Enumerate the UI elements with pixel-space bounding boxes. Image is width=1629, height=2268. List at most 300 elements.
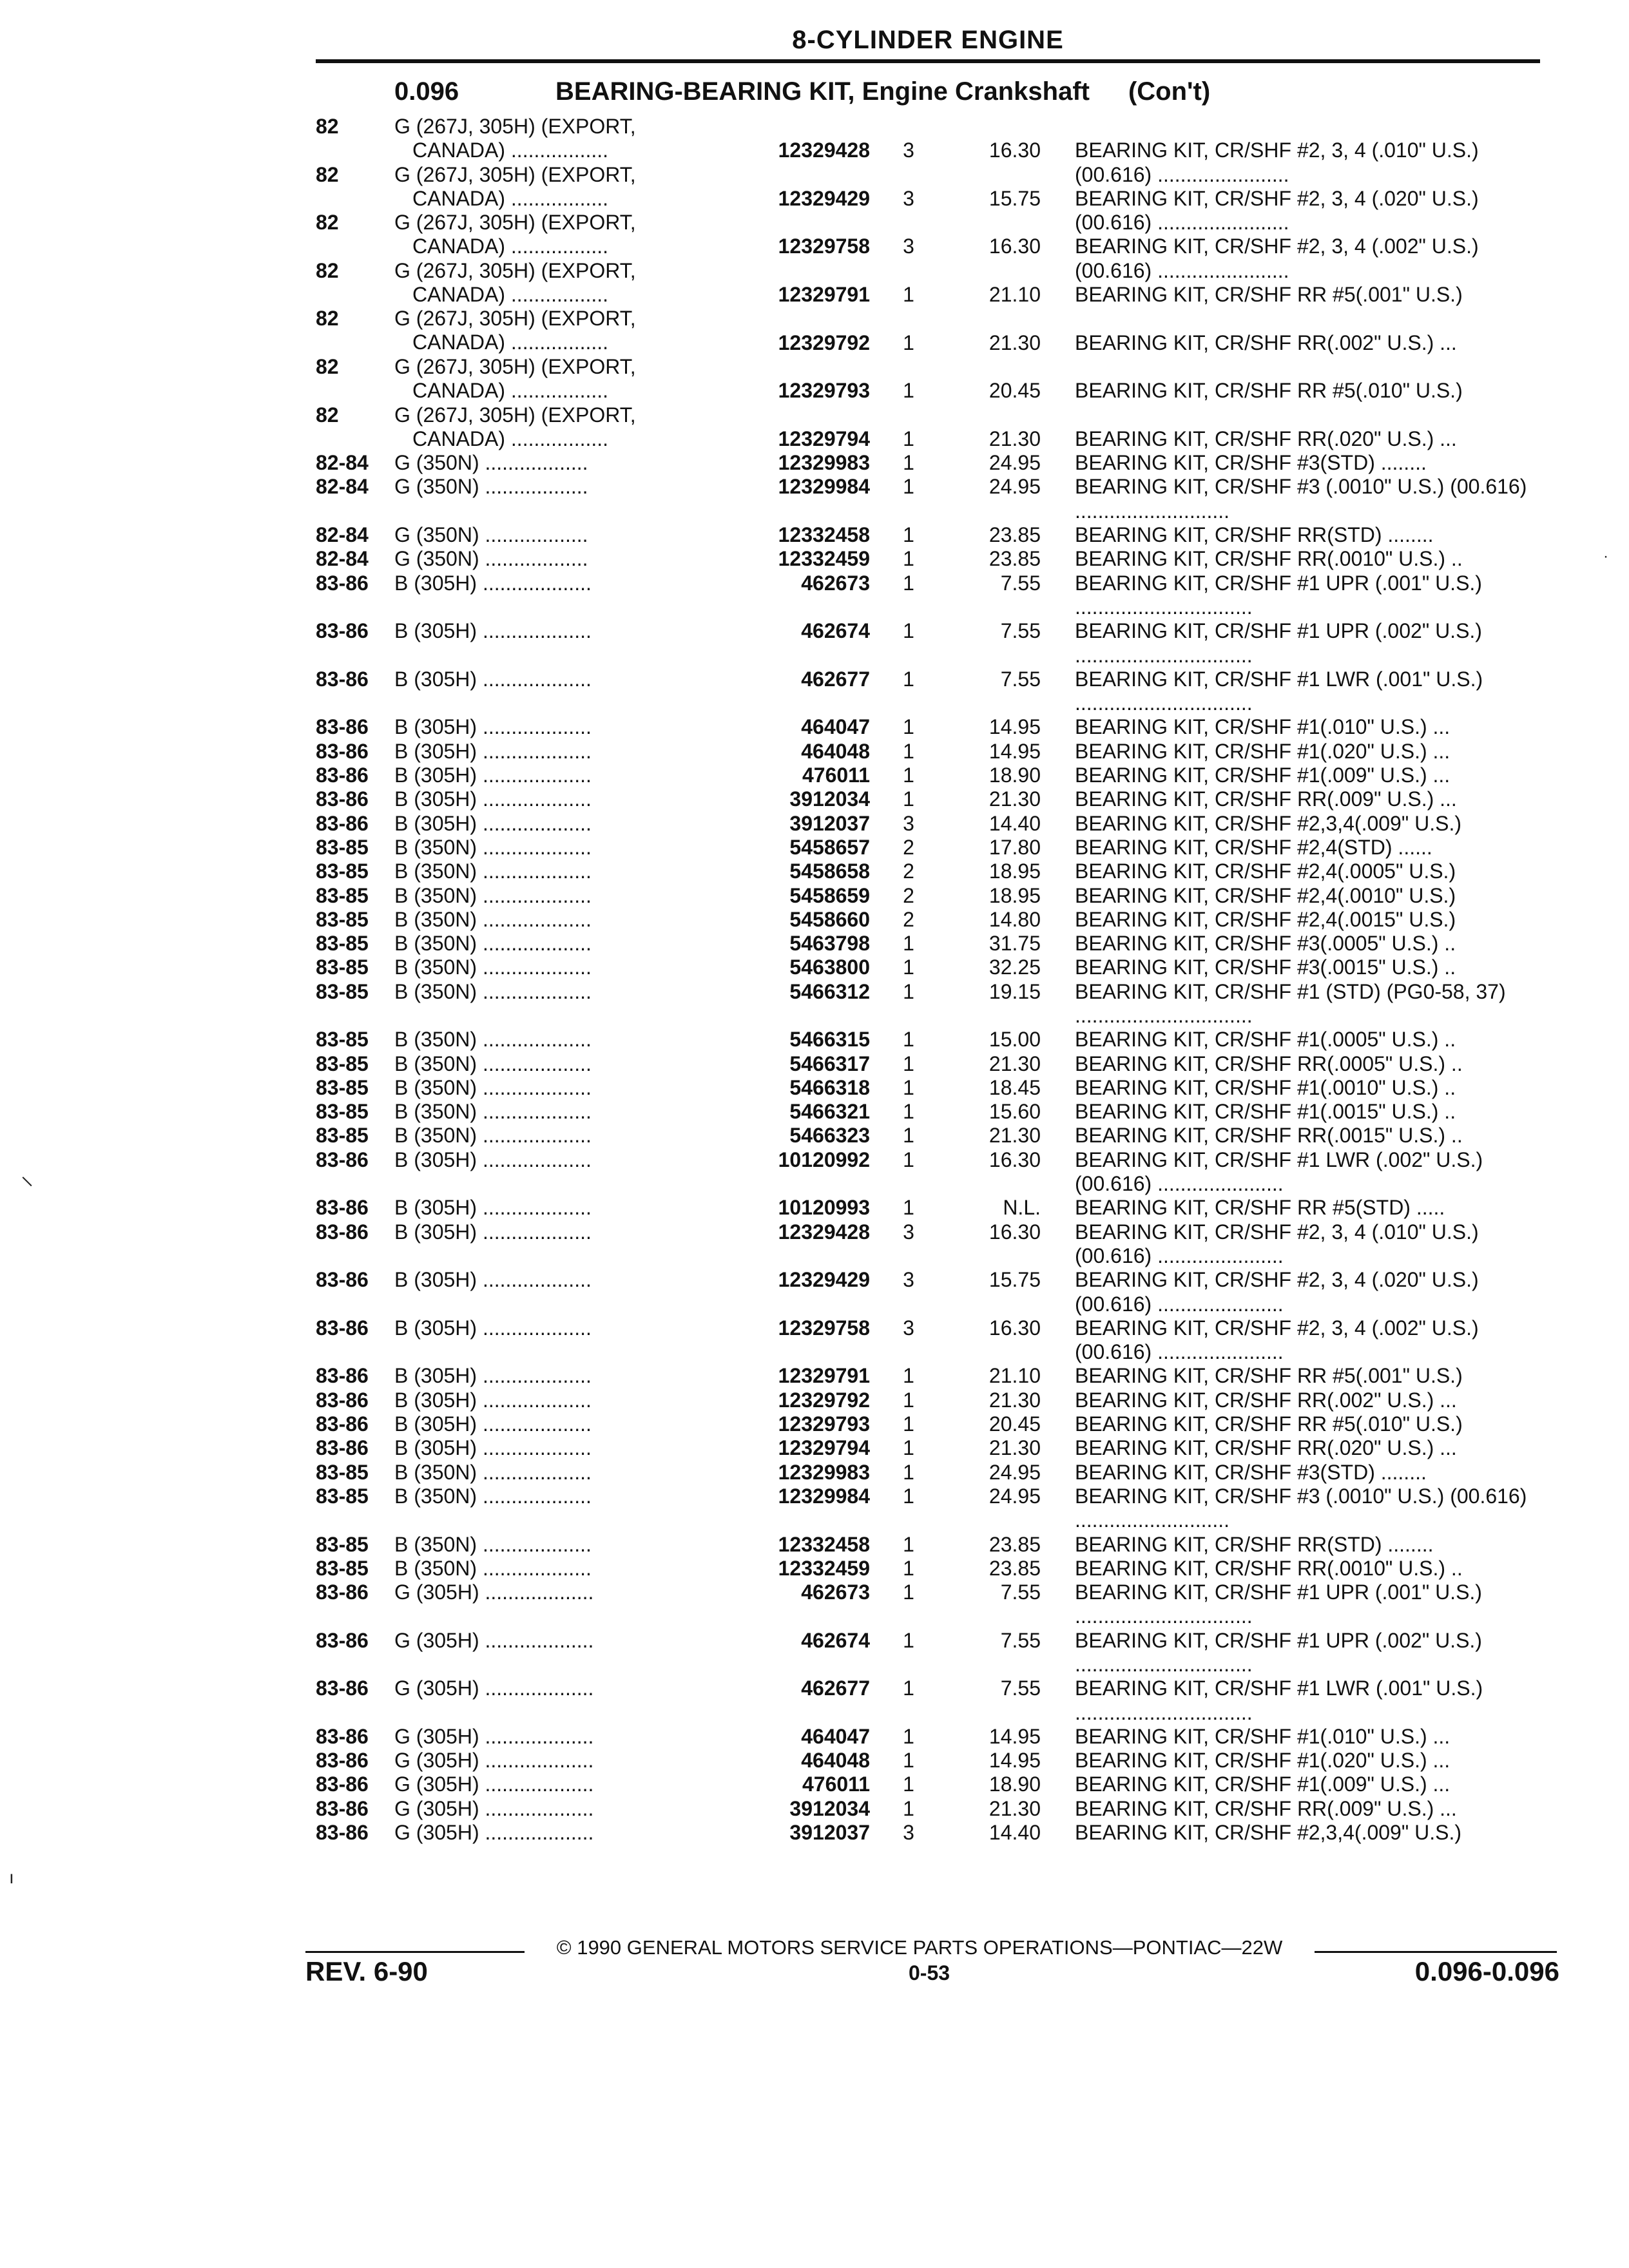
price: 16.30 <box>988 139 1041 162</box>
price: 18.45 <box>988 1075 1041 1099</box>
year-range: 83-85 <box>316 1100 369 1124</box>
price: 24.95 <box>988 475 1041 499</box>
year-range: 83-85 <box>316 860 369 883</box>
quantity: 1 <box>903 1484 914 1508</box>
model-engine <box>394 211 742 258</box>
price: 16.30 <box>988 1148 1041 1171</box>
price: 18.95 <box>988 860 1041 883</box>
quantity: 1 <box>903 715 914 739</box>
model-line: B (305H) ................... <box>394 1268 592 1292</box>
model-line: G (305H) ................... <box>394 1773 594 1796</box>
model-line: B (305H) ................... <box>394 1220 592 1244</box>
table-row <box>0 715 1629 739</box>
model-line: B (350N) ................... <box>394 1075 592 1099</box>
scan-speck: · <box>1603 548 1608 565</box>
part-number: 464047 <box>801 1724 870 1748</box>
year-range: 83-85 <box>316 979 369 1003</box>
model-engine <box>394 1821 742 1845</box>
model-engine <box>394 1725 742 1749</box>
part-number: 5463798 <box>789 932 870 956</box>
year-range: 83-85 <box>316 1075 369 1099</box>
part-number: 12329794 <box>778 427 870 450</box>
part-number: 476011 <box>802 1773 870 1796</box>
section-number: 0.096 <box>394 77 459 106</box>
model-line: G (305H) ................... <box>394 1628 594 1652</box>
model-line: B (350N) ................... <box>394 1028 592 1052</box>
quantity: 1 <box>903 1532 914 1556</box>
year-range: 83-86 <box>316 1773 369 1796</box>
price: 23.85 <box>988 523 1041 547</box>
part-description: BEARING KIT, CR/SHF #1 UPR (.002" U.S.) ............................... <box>1075 1628 1482 1676</box>
part-description: BEARING KIT, CR/SHF #2, 3, 4 (.010" U.S.) (00.616) ....................... <box>1075 139 1479 186</box>
price: 21.30 <box>988 331 1041 354</box>
price: 14.95 <box>988 1724 1041 1748</box>
price: 14.95 <box>988 715 1041 739</box>
model-engine <box>394 715 742 739</box>
part-number: 462673 <box>801 1581 870 1604</box>
model-engine <box>394 1581 742 1604</box>
table-row <box>0 932 1629 956</box>
quantity: 1 <box>903 451 914 475</box>
price: 20.45 <box>988 379 1041 403</box>
part-number: 12329793 <box>778 379 870 403</box>
model-line: B (305H) ................... <box>394 715 592 739</box>
model-engine <box>394 403 742 451</box>
part-number: 12329429 <box>778 1268 870 1292</box>
part-number: 12329983 <box>778 451 870 475</box>
part-number: 12329984 <box>778 1484 870 1508</box>
price: 21.30 <box>988 427 1041 450</box>
year-range: 82 <box>316 307 339 331</box>
quantity: 1 <box>903 1749 914 1773</box>
table-row <box>0 908 1629 932</box>
table-row <box>0 1076 1629 1100</box>
price: 7.55 <box>1000 1677 1041 1700</box>
model-engine <box>394 812 742 836</box>
price: 20.45 <box>988 1412 1041 1436</box>
model-line: B (350N) ................... <box>394 1556 592 1580</box>
price: 31.75 <box>988 932 1041 956</box>
price: 21.10 <box>988 283 1041 307</box>
model-engine <box>394 1461 742 1485</box>
model-engine <box>394 163 742 211</box>
model-engine <box>394 451 742 475</box>
model-line-continued: CANADA) ................. <box>412 331 609 354</box>
section-continued: (Con't) <box>1128 77 1211 106</box>
price: 15.75 <box>988 1268 1041 1292</box>
footer-rule-left <box>305 1951 525 1953</box>
part-number: 464047 <box>801 715 870 739</box>
year-range: 83-86 <box>316 1724 369 1748</box>
quantity: 1 <box>903 1148 914 1171</box>
year-range: 83-86 <box>316 1821 369 1845</box>
model-engine <box>394 1364 742 1388</box>
part-description: BEARING KIT, CR/SHF #2, 3, 4 (.020" U.S.) (00.616) ....................... <box>1075 186 1479 235</box>
model-line: B (350N) ................... <box>394 1100 592 1124</box>
year-range: 83-85 <box>316 835 369 859</box>
quantity: 1 <box>903 1075 914 1099</box>
part-number: 12332458 <box>778 1532 870 1556</box>
part-description: BEARING KIT, CR/SHF RR #5(.001" U.S.) <box>1075 283 1463 307</box>
table-row <box>0 1436 1629 1460</box>
part-description: BEARING KIT, CR/SHF #2, 3, 4 (.002" U.S.) (00.616) ...................... <box>1075 1316 1479 1364</box>
part-description: BEARING KIT, CR/SHF #2,3,4(.009" U.S.) <box>1075 811 1461 835</box>
model-line: B (305H) ................... <box>394 739 592 763</box>
part-description: BEARING KIT, CR/SHF #3 (.0010" U.S.) (00.616) ........................... <box>1075 1484 1527 1532</box>
model-engine <box>394 1148 742 1172</box>
page-number: 0-53 <box>909 1961 950 1984</box>
model-engine <box>394 523 742 547</box>
quantity: 1 <box>903 1028 914 1052</box>
part-description: BEARING KIT, CR/SHF #1(.010" U.S.) ... <box>1075 715 1451 739</box>
table-row <box>0 764 1629 787</box>
part-number: 10120992 <box>778 1148 870 1171</box>
part-description: BEARING KIT, CR/SHF RR(STD) ........ <box>1075 523 1434 547</box>
header-rule <box>316 59 1540 63</box>
year-range: 83-86 <box>316 1749 369 1773</box>
quantity: 1 <box>903 956 914 979</box>
model-line: B (305H) ................... <box>394 1436 592 1460</box>
part-description: BEARING KIT, CR/SHF #2,4(.0005" U.S.) <box>1075 860 1456 883</box>
part-number: 12329428 <box>778 139 870 162</box>
year-range: 83-86 <box>316 1796 369 1820</box>
model-engine <box>394 355 742 403</box>
quantity: 1 <box>903 1412 914 1436</box>
year-range: 83-85 <box>316 1052 369 1075</box>
table-row <box>0 1100 1629 1124</box>
part-number: 5463800 <box>789 956 870 979</box>
model-line: G (305H) ................... <box>394 1796 594 1820</box>
quantity: 1 <box>903 1724 914 1748</box>
part-description: BEARING KIT, CR/SHF #1(.010" U.S.) ... <box>1075 1724 1451 1748</box>
table-row <box>0 787 1629 811</box>
part-number: 12329429 <box>778 186 870 210</box>
model-line: B (350N) ................... <box>394 860 592 883</box>
table-row <box>0 547 1629 571</box>
price: 21.30 <box>988 1796 1041 1820</box>
model-engine <box>394 1412 742 1436</box>
model-line: B (350N) ................... <box>394 1124 592 1148</box>
model-line: G (267J, 305H) (EXPORT, <box>394 258 636 282</box>
price: 16.30 <box>988 1220 1041 1244</box>
price: 15.75 <box>988 186 1041 210</box>
price: 21.30 <box>988 1052 1041 1075</box>
quantity: 1 <box>903 331 914 354</box>
model-engine <box>394 764 742 787</box>
model-line: B (305H) ................... <box>394 811 592 835</box>
price: 16.30 <box>988 235 1041 258</box>
part-description: BEARING KIT, CR/SHF #2,3,4(.009" U.S.) <box>1075 1821 1461 1845</box>
table-row <box>0 1412 1629 1436</box>
part-description: BEARING KIT, CR/SHF RR(.0010" U.S.) .. <box>1075 1556 1463 1580</box>
price: 14.95 <box>988 739 1041 763</box>
model-line: B (305H) ................... <box>394 571 592 595</box>
model-engine <box>394 1220 742 1244</box>
model-line: B (305H) ................... <box>394 1316 592 1340</box>
model-line: B (305H) ................... <box>394 1364 592 1388</box>
quantity: 2 <box>903 907 914 931</box>
table-row <box>0 1533 1629 1557</box>
table-row <box>0 1581 1629 1629</box>
quantity: 3 <box>903 139 914 162</box>
quantity: 1 <box>903 1124 914 1148</box>
quantity: 1 <box>903 1677 914 1700</box>
model-line: G (267J, 305H) (EXPORT, <box>394 307 636 331</box>
model-engine <box>394 980 742 1004</box>
table-row <box>0 307 1629 355</box>
model-engine <box>394 1124 742 1148</box>
part-description: BEARING KIT, CR/SHF RR(.002" U.S.) ... <box>1075 1388 1457 1412</box>
year-range: 83-86 <box>316 1268 369 1292</box>
part-description: BEARING KIT, CR/SHF #2, 3, 4 (.010" U.S.) (00.616) ...................... <box>1075 1220 1479 1267</box>
model-engine <box>394 1773 742 1796</box>
model-line: G (267J, 305H) (EXPORT, <box>394 162 636 186</box>
part-description: BEARING KIT, CR/SHF #1(.009" U.S.) ... <box>1075 1773 1451 1796</box>
model-engine <box>394 956 742 979</box>
table-row <box>0 1749 1629 1773</box>
quantity: 1 <box>903 1773 914 1796</box>
price: 7.55 <box>1000 667 1041 691</box>
table-row <box>0 1485 1629 1533</box>
quantity: 3 <box>903 1268 914 1292</box>
part-description: BEARING KIT, CR/SHF #3(STD) ........ <box>1075 1460 1427 1484</box>
part-description: BEARING KIT, CR/SHF RR(.009" U.S.) ... <box>1075 787 1457 811</box>
table-row <box>0 451 1629 475</box>
price: 7.55 <box>1000 1581 1041 1604</box>
price: 19.15 <box>988 979 1041 1003</box>
table-row <box>0 355 1629 403</box>
price: 7.55 <box>1000 1628 1041 1652</box>
table-row <box>0 619 1629 668</box>
year-range: 83-86 <box>316 715 369 739</box>
model-line: B (350N) ................... <box>394 1532 592 1556</box>
quantity: 1 <box>903 283 914 307</box>
quantity: 1 <box>903 932 914 956</box>
part-description: BEARING KIT, CR/SHF #2,4(.0010" U.S.) <box>1075 883 1456 907</box>
quantity: 1 <box>903 1196 914 1220</box>
year-range: 83-86 <box>316 739 369 763</box>
model-engine <box>394 1052 742 1076</box>
price: N.L. <box>1003 1196 1041 1220</box>
part-number: 5458659 <box>789 883 870 907</box>
year-range: 83-86 <box>316 1436 369 1460</box>
price: 23.85 <box>988 1556 1041 1580</box>
model-line-continued: CANADA) ................. <box>412 186 609 210</box>
model-engine <box>394 1076 742 1100</box>
price: 21.10 <box>988 1364 1041 1388</box>
quantity: 3 <box>903 1316 914 1340</box>
model-engine <box>394 259 742 307</box>
part-number: 462674 <box>801 619 870 643</box>
model-line: B (350N) ................... <box>394 835 592 859</box>
model-engine <box>394 1677 742 1700</box>
year-range: 83-86 <box>316 811 369 835</box>
year-range: 82 <box>316 162 339 186</box>
model-engine <box>394 1557 742 1581</box>
quantity: 1 <box>903 547 914 571</box>
quantity: 1 <box>903 979 914 1003</box>
model-line: B (350N) ................... <box>394 1484 592 1508</box>
model-engine <box>394 1196 742 1220</box>
model-line: G (267J, 305H) (EXPORT, <box>394 354 636 378</box>
table-row <box>0 1148 1629 1196</box>
price: 21.30 <box>988 1436 1041 1460</box>
model-line: G (305H) ................... <box>394 1821 594 1845</box>
table-row <box>0 475 1629 523</box>
table-row <box>0 740 1629 764</box>
table-row <box>0 1316 1629 1365</box>
table-row <box>0 812 1629 836</box>
table-row <box>0 1797 1629 1821</box>
table-row <box>0 668 1629 716</box>
part-number: 12329792 <box>778 1388 870 1412</box>
price: 7.55 <box>1000 571 1041 595</box>
price: 24.95 <box>988 1484 1041 1508</box>
part-number: 476011 <box>802 764 870 787</box>
model-line: B (350N) ................... <box>394 883 592 907</box>
year-range: 83-86 <box>316 1628 369 1652</box>
part-description: BEARING KIT, CR/SHF #2,4(.0015" U.S.) <box>1075 907 1456 931</box>
part-description: BEARING KIT, CR/SHF #1 UPR (.002" U.S.) ............................... <box>1075 619 1482 667</box>
price: 15.00 <box>988 1028 1041 1052</box>
footer-rule-right <box>1315 1951 1557 1953</box>
part-number: 462677 <box>801 1677 870 1700</box>
table-row <box>0 836 1629 860</box>
price: 14.80 <box>988 907 1041 931</box>
model-line: B (350N) ................... <box>394 932 592 956</box>
table-row <box>0 1677 1629 1725</box>
part-number: 12329758 <box>778 235 870 258</box>
price: 17.80 <box>988 835 1041 859</box>
model-line: G (267J, 305H) (EXPORT, <box>394 115 636 138</box>
part-description: BEARING KIT, CR/SHF #1 UPR (.001" U.S.) ............................... <box>1075 1581 1482 1628</box>
model-engine <box>394 1268 742 1292</box>
price: 21.30 <box>988 1388 1041 1412</box>
year-range: 83-86 <box>316 571 369 595</box>
price: 14.95 <box>988 1749 1041 1773</box>
model-engine <box>394 1028 742 1052</box>
quantity: 3 <box>903 235 914 258</box>
table-row <box>0 1124 1629 1148</box>
part-description: BEARING KIT, CR/SHF #2, 3, 4 (.002" U.S.) (00.616) ....................... <box>1075 235 1479 282</box>
section-range: 0.096-0.096 <box>1414 1956 1559 1986</box>
model-engine <box>394 932 742 956</box>
part-description: BEARING KIT, CR/SHF #1(.009" U.S.) ... <box>1075 764 1451 787</box>
model-line-continued: CANADA) ................. <box>412 378 609 402</box>
part-description: BEARING KIT, CR/SHF RR(STD) ........ <box>1075 1532 1434 1556</box>
part-description: BEARING KIT, CR/SHF RR(.020" U.S.) ... <box>1075 1436 1457 1460</box>
model-line: B (305H) ................... <box>394 1196 592 1220</box>
part-number: 5458658 <box>789 860 870 883</box>
price: 18.90 <box>988 764 1041 787</box>
price: 24.95 <box>988 451 1041 475</box>
model-engine <box>394 836 742 860</box>
part-number: 3912037 <box>789 1821 870 1845</box>
model-line: B (350N) ................... <box>394 956 592 979</box>
part-description: BEARING KIT, CR/SHF RR(.0015" U.S.) .. <box>1075 1124 1463 1148</box>
model-engine <box>394 1389 742 1412</box>
table-row <box>0 956 1629 979</box>
price: 32.25 <box>988 956 1041 979</box>
part-description: BEARING KIT, CR/SHF RR #5(.010" U.S.) <box>1075 1412 1463 1436</box>
model-line-continued: CANADA) ................. <box>412 139 609 162</box>
year-range: 83-86 <box>316 1364 369 1388</box>
year-range: 82-84 <box>316 475 369 499</box>
part-number: 12329984 <box>778 475 870 499</box>
table-row <box>0 1725 1629 1749</box>
quantity: 1 <box>903 427 914 450</box>
year-range: 83-86 <box>316 764 369 787</box>
model-engine <box>394 115 742 162</box>
year-range: 82 <box>316 115 339 138</box>
part-description: BEARING KIT, CR/SHF #1(.0015" U.S.) .. <box>1075 1100 1456 1124</box>
model-line: B (305H) ................... <box>394 667 592 691</box>
table-row <box>0 403 1629 452</box>
part-number: 5458660 <box>789 907 870 931</box>
part-number: 462677 <box>801 667 870 691</box>
year-range: 82 <box>316 403 339 427</box>
price: 21.30 <box>988 1124 1041 1148</box>
table-row <box>0 1220 1629 1269</box>
quantity: 3 <box>903 186 914 210</box>
model-line: G (350N) .................. <box>394 451 588 475</box>
quantity: 1 <box>903 1796 914 1820</box>
part-number: 12329758 <box>778 1316 870 1340</box>
part-description: BEARING KIT, CR/SHF #1 LWR (.002" U.S.) (00.616) ...................... <box>1075 1148 1483 1196</box>
table-row <box>0 523 1629 547</box>
table-row <box>0 884 1629 908</box>
quantity: 1 <box>903 619 914 643</box>
table-row <box>0 572 1629 620</box>
price: 24.95 <box>988 1460 1041 1484</box>
part-number: 10120993 <box>778 1196 870 1220</box>
footer-copyright: © 1990 GENERAL MOTORS SERVICE PARTS OPERATIONS—PONTIAC—22W <box>556 1936 1283 1959</box>
quantity: 3 <box>903 811 914 835</box>
quantity: 2 <box>903 860 914 883</box>
table-row <box>0 1364 1629 1388</box>
table-row <box>0 1389 1629 1412</box>
model-line: G (267J, 305H) (EXPORT, <box>394 211 636 235</box>
year-range: 83-85 <box>316 1460 369 1484</box>
year-range: 83-85 <box>316 1028 369 1052</box>
year-range: 83-85 <box>316 1532 369 1556</box>
part-number: 12329791 <box>778 1364 870 1388</box>
table-row <box>0 115 1629 186</box>
part-number: 464048 <box>801 1749 870 1773</box>
quantity: 1 <box>903 1628 914 1652</box>
table-row <box>0 259 1629 307</box>
table-row <box>0 211 1629 282</box>
part-number: 5466318 <box>789 1075 870 1099</box>
year-range: 83-85 <box>316 1556 369 1580</box>
page-header-title: 8-CYLINDER ENGINE <box>792 26 1064 54</box>
part-number: 12329428 <box>778 1220 870 1244</box>
quantity: 1 <box>903 787 914 811</box>
part-description: BEARING KIT, CR/SHF #3(.0005" U.S.) .. <box>1075 932 1456 956</box>
quantity: 1 <box>903 1556 914 1580</box>
quantity: 1 <box>903 475 914 499</box>
model-engine <box>394 307 742 354</box>
price: 21.30 <box>988 787 1041 811</box>
part-number: 462674 <box>801 1628 870 1652</box>
part-number: 12329983 <box>778 1460 870 1484</box>
model-line-continued: CANADA) ................. <box>412 235 609 258</box>
model-engine <box>394 475 742 499</box>
year-range: 83-86 <box>316 619 369 643</box>
part-number: 5466323 <box>789 1124 870 1148</box>
quantity: 1 <box>903 1581 914 1604</box>
model-line: B (350N) ................... <box>394 1460 592 1484</box>
